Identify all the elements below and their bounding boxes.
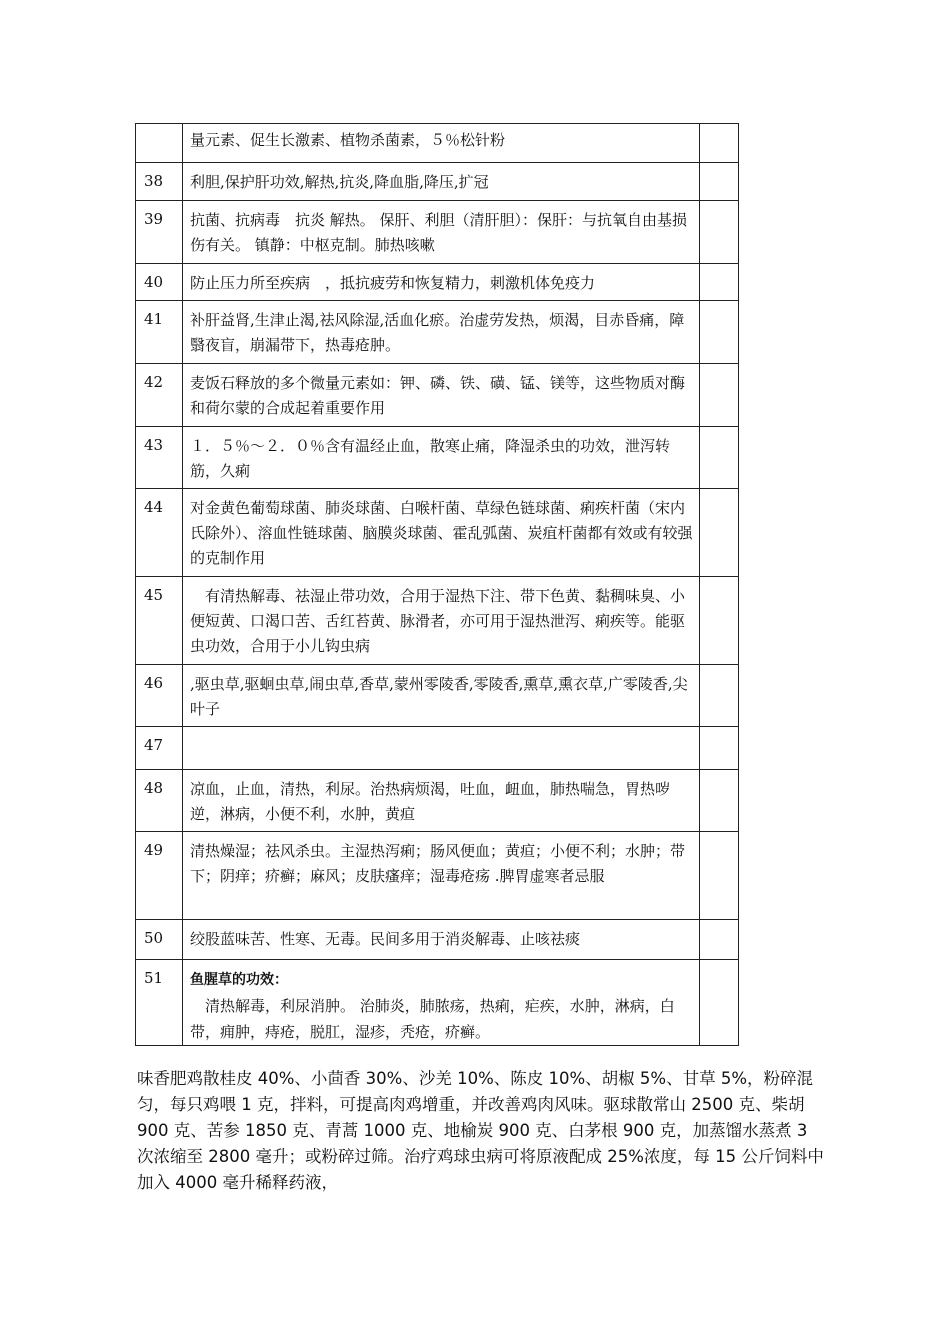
table-row [136, 727, 739, 770]
row-text: 清热解毒，利尿消肿。 治肺炎，肺脓疡，热痢，疟疾，水肿，淋病，白带，痈肿，痔疮，脱肛，湿疹，秃疮，疥癣。 [190, 997, 675, 1041]
blank-cell [700, 960, 739, 1046]
row-description: 麦饭石释放的多个微量元素如：钾、磷、铁、磺、锰、镁等，这些物质对酶和荷尔蒙的合成起着重要作用 [183, 364, 700, 427]
blank-cell [700, 489, 739, 577]
row-description: ,驱虫草,驱蛔虫草,闹虫草,香草,蒙州零陵香,零陵香,熏草,熏衣草,广零陵香,尖叶子 [183, 665, 700, 727]
table-row [136, 770, 739, 832]
blank-cell [700, 364, 739, 427]
row-description: 绞股蓝味苦、性寒、无毒。民间多用于消炎解毒、止咳祛痰 [183, 920, 700, 960]
row-number: 48 [136, 770, 183, 832]
table-row [136, 920, 739, 960]
row-description [183, 960, 700, 1046]
blank-cell [700, 832, 739, 920]
blank-cell [700, 577, 739, 665]
table-row [136, 301, 739, 364]
table-row [136, 832, 739, 920]
blank-cell [700, 920, 739, 960]
row-number: 50 [136, 920, 183, 960]
row-number: 39 [136, 201, 183, 264]
row-description: 清热燥湿；祛风杀虫。主湿热泻痢；肠风便血；黄疸；小便不利；水肿；带下；阴痒；疥癣；麻风；皮肤瘙痒；湿毒疮疡 .脾胃虚寒者忌服 [183, 832, 700, 920]
blank-cell [700, 727, 739, 770]
row-heading: 鱼腥草的功效： [190, 972, 288, 988]
row-number: 46 [136, 665, 183, 727]
blank-cell [700, 201, 739, 264]
row-number: 47 [136, 727, 183, 770]
row-description: 对金黄色葡萄球菌、肺炎球菌、白喉杆菌、草绿色链球菌、痢疾杆菌（宋内氏除外）、溶血性链球菌、脑膜炎球菌、霍乱弧菌、炭疽杆菌都有效或有较强的克制作用 [183, 489, 700, 577]
row-description: 量元素、促生长激素、植物杀菌素，５％松针粉 [183, 124, 700, 163]
blank-cell [700, 124, 739, 163]
blank-cell [700, 264, 739, 301]
table-row [136, 665, 739, 727]
table-row [136, 264, 739, 301]
row-description: 防止压力所至疾病 ，抵抗疲劳和恢复精力，刺激机体免疫力 [183, 264, 700, 301]
row-description [183, 727, 700, 770]
body-paragraph: 味香肥鸡散桂皮 40%、小茴香 30%、沙羌 10%、陈皮 10%、胡椒 5%、甘草 5%，粉碎混匀，每只鸡喂 1 克，拌料，可提高肉鸡增重，并改善鸡肉风味。驱球散常山 2500 克、柴胡 900 克、苦参 1850 克、青蒿 1000 克、地榆炭 900 克、白茅根 900 克，加蒸馏水蒸煮 3 次浓缩至 2800 毫升；或粉碎过筛。治疗鸡球虫病可将原液配成 25%浓度，每 15 公斤饲料中加入 4000 毫升稀释药液， [137, 1069, 824, 1192]
row-number: 49 [136, 832, 183, 920]
row-number: 40 [136, 264, 183, 301]
table-row [136, 364, 739, 427]
row-number: 43 [136, 427, 183, 489]
row-description: 有清热解毒、祛湿止带功效，合用于湿热下注、带下色黄、黏稠味臭、小便短黄、口渴口苦、舌红苔黄、脉滑者，亦可用于湿热泄泻、痢疾等。能驱虫功效，合用于小儿钩虫病 [183, 577, 700, 665]
blank-cell [700, 665, 739, 727]
blank-cell [700, 770, 739, 832]
herb-table [135, 123, 739, 1046]
row-number: 42 [136, 364, 183, 427]
table-row [136, 489, 739, 577]
row-number: 38 [136, 163, 183, 201]
row-description: 补肝益肾,生津止渴,祛风除湿,活血化瘀。治虚劳发热，烦渴，目赤昏痛，障翳夜盲，崩漏带下，热毒疮肿。 [183, 301, 700, 364]
row-description: 利胆,保护肝功效,解热,抗炎,降血脂,降压,扩冠 [183, 163, 700, 201]
table-row [136, 201, 739, 264]
row-description: 抗菌、抗病毒 抗炎 解热。 保肝、利胆（清肝胆）：保肝：与抗氧自由基损伤有关。 镇静：中枢克制。肺热咳嗽 [183, 201, 700, 264]
table-row [136, 163, 739, 201]
row-number: 41 [136, 301, 183, 364]
row-number [136, 124, 183, 163]
row-number: 51 [136, 960, 183, 1046]
table-row [136, 427, 739, 489]
blank-cell [700, 163, 739, 201]
blank-cell [700, 301, 739, 364]
row-description: １．５％～２．０％含有温经止血，散寒止痛，降湿杀虫的功效，泄泻转筋，久痢 [183, 427, 700, 489]
table-row [136, 577, 739, 665]
blank-cell [700, 427, 739, 489]
table-row [136, 960, 739, 1046]
row-number: 44 [136, 489, 183, 577]
row-number: 45 [136, 577, 183, 665]
table-row [136, 124, 739, 163]
row-description: 凉血，止血，清热，利尿。治热病烦渴，吐血，衄血，肺热喘急，胃热哕逆，淋病，小便不利，水肿，黄疸 [183, 770, 700, 832]
